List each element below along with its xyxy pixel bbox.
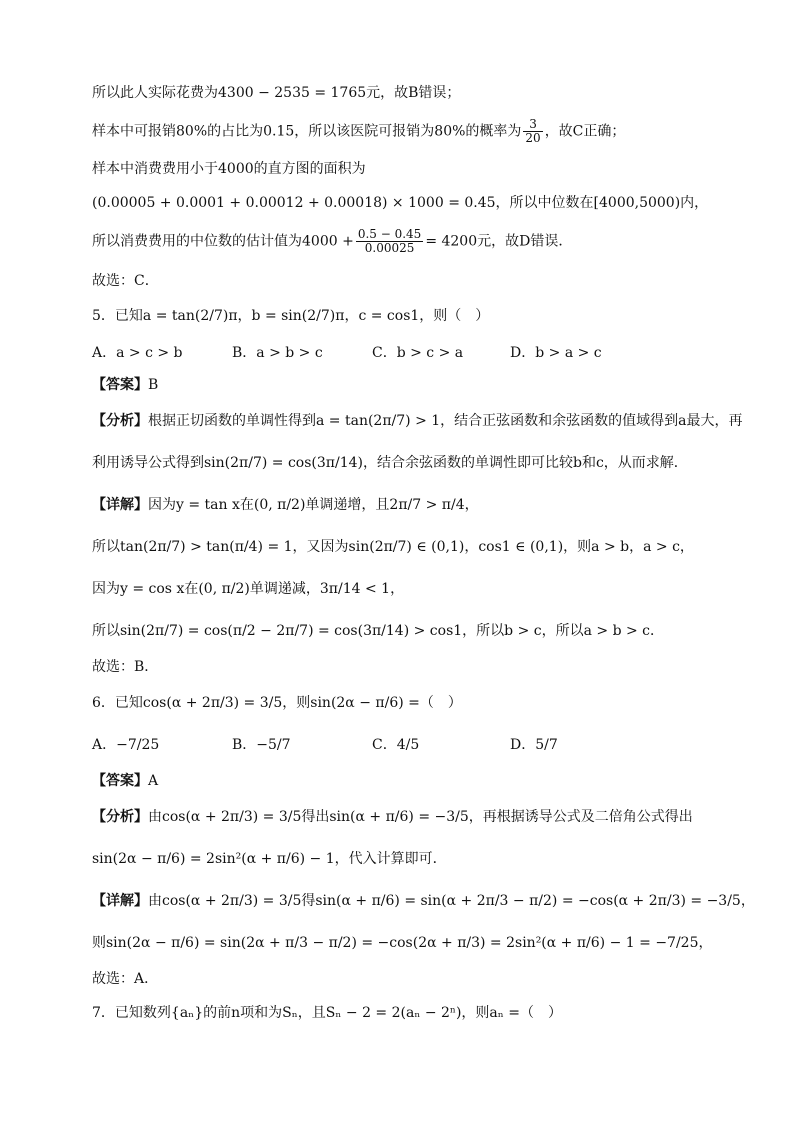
q6-detail-line-1 bbox=[92, 890, 755, 912]
q5-analysis-line-2: 利用诱导公式得到sin(2π/7) = cos(3π/14)，结合余弦函数的单调性即可比较b和c，从而求解． bbox=[92, 455, 688, 471]
q5-option-d: D．b > a > c bbox=[510, 345, 602, 361]
text-line: 故选：C． bbox=[92, 273, 159, 289]
text-line: (0.00005 + 0.0001 + 0.00012 + 0.00018) × 1000 = 0.45，所以中位数在[4000,5000)内， bbox=[92, 195, 709, 211]
fraction-numerator: 3 bbox=[523, 118, 542, 132]
answer-value: A bbox=[148, 773, 159, 789]
detail-tag: 【详解】 bbox=[92, 893, 148, 909]
answer-value: B bbox=[148, 377, 159, 393]
question-7-stem: 7．已知数列{aₙ}的前n项和为Sₙ，且Sₙ − 2 = 2(aₙ − 2ⁿ)，则aₙ =（ ） bbox=[92, 1005, 563, 1021]
fraction bbox=[523, 118, 542, 145]
fraction-denominator: 0.00025 bbox=[364, 241, 415, 255]
text-segment: ，故C正确； bbox=[544, 123, 626, 140]
q5-option-c: C．b > c > a bbox=[372, 345, 464, 361]
text-segment: 所以消费费用的中位数的估计值为4000 + bbox=[92, 233, 354, 250]
analysis-tag: 【分析】 bbox=[92, 413, 148, 429]
fraction-denominator: 20 bbox=[525, 131, 541, 145]
text-segment: 根据正切函数的单调性得到a = tan(2π/7) > 1，结合正弦函数和余弦函数的值域得到a最大，再 bbox=[148, 413, 743, 429]
detail-tag: 【详解】 bbox=[92, 497, 148, 513]
question-6-stem: 6．已知cos(α + 2π/3) = 3/5，则sin(2α − π/6) =（ ） bbox=[92, 695, 462, 711]
answer-tag: 【答案】 bbox=[92, 377, 148, 393]
text-segment: 由cos(α + 2π/3) = 3/5得出sin(α + π/6) = −3/5，再根据诱导公式及二倍角公式得出 bbox=[148, 809, 693, 825]
q5-detail-line-1 bbox=[92, 494, 479, 516]
q5-option-b: B．a > b > c bbox=[232, 345, 323, 361]
fraction-numerator: 0.5 − 0.45 bbox=[357, 227, 422, 241]
q6-option-b: B．−5/7 bbox=[232, 737, 291, 753]
q6-option-c: C．4/5 bbox=[372, 737, 420, 753]
q6-analysis-line-1 bbox=[92, 806, 693, 828]
text-segment: 因为y = tan x在(0, π/2)单调递增，且2π/7 > π/4， bbox=[148, 497, 479, 513]
analysis-tag: 【分析】 bbox=[92, 809, 148, 825]
text-segment: = 4200元，故D错误． bbox=[425, 233, 573, 250]
answer-tag: 【答案】 bbox=[92, 773, 148, 789]
q5-option-a: A．a > c > b bbox=[92, 345, 183, 361]
text-segment: 样本中可报销80%的占比为0.15，所以该医院可报销为80%的概率为 bbox=[92, 123, 522, 140]
q6-detail-line-2: 则sin(2α − π/6) = sin(2α + π/3 − π/2) = −cos(2α + π/3) = 2sin²(α + π/6) − 1 = −7/25， bbox=[92, 935, 713, 951]
question-5-stem: 5．已知a = tan(2/7)π，b = sin(2/7)π，c = cos1，则（ ） bbox=[92, 308, 490, 324]
text-segment: 由cos(α + 2π/3) = 3/5得sin(α + π/6) = sin(α + 2π/3 − π/2) = −cos(α + 2π/3) = −3/5， bbox=[148, 893, 755, 909]
q5-detail-line-4: 所以sin(2π/7) = cos(π/2 − 2π/7) = cos(3π/14) > cos1，所以b > c，所以a > b > c． bbox=[92, 623, 665, 639]
text-line: 所以此人实际花费为4300 − 2535 = 1765元，故B错误； bbox=[92, 85, 461, 101]
fraction bbox=[356, 228, 424, 255]
q5-detail-line-2: 所以tan(2π/7) > tan(π/4) = 1，又因为sin(2π/7) ∈ (0,1)，cos1 ∈ (0,1)，则a > b，a > c， bbox=[92, 539, 694, 555]
q6-option-a: A．−7/25 bbox=[92, 737, 160, 753]
text-line: 故选：B． bbox=[92, 659, 159, 675]
text-line: 样本中消费费用小于4000的直方图的面积为 bbox=[92, 161, 366, 177]
text-line: 故选：A． bbox=[92, 971, 159, 987]
q6-option-d: D．5/7 bbox=[510, 737, 558, 753]
q6-answer bbox=[92, 770, 158, 792]
text-line-with-fraction bbox=[92, 118, 625, 145]
q5-detail-line-3: 因为y = cos x在(0, π/2)单调递减，3π/14 < 1， bbox=[92, 581, 405, 597]
q5-analysis-line-1 bbox=[92, 410, 743, 432]
q6-analysis-line-2: sin(2α − π/6) = 2sin²(α + π/6) − 1，代入计算即可． bbox=[92, 851, 447, 867]
q5-answer bbox=[92, 374, 158, 396]
text-line-with-fraction bbox=[92, 228, 572, 255]
